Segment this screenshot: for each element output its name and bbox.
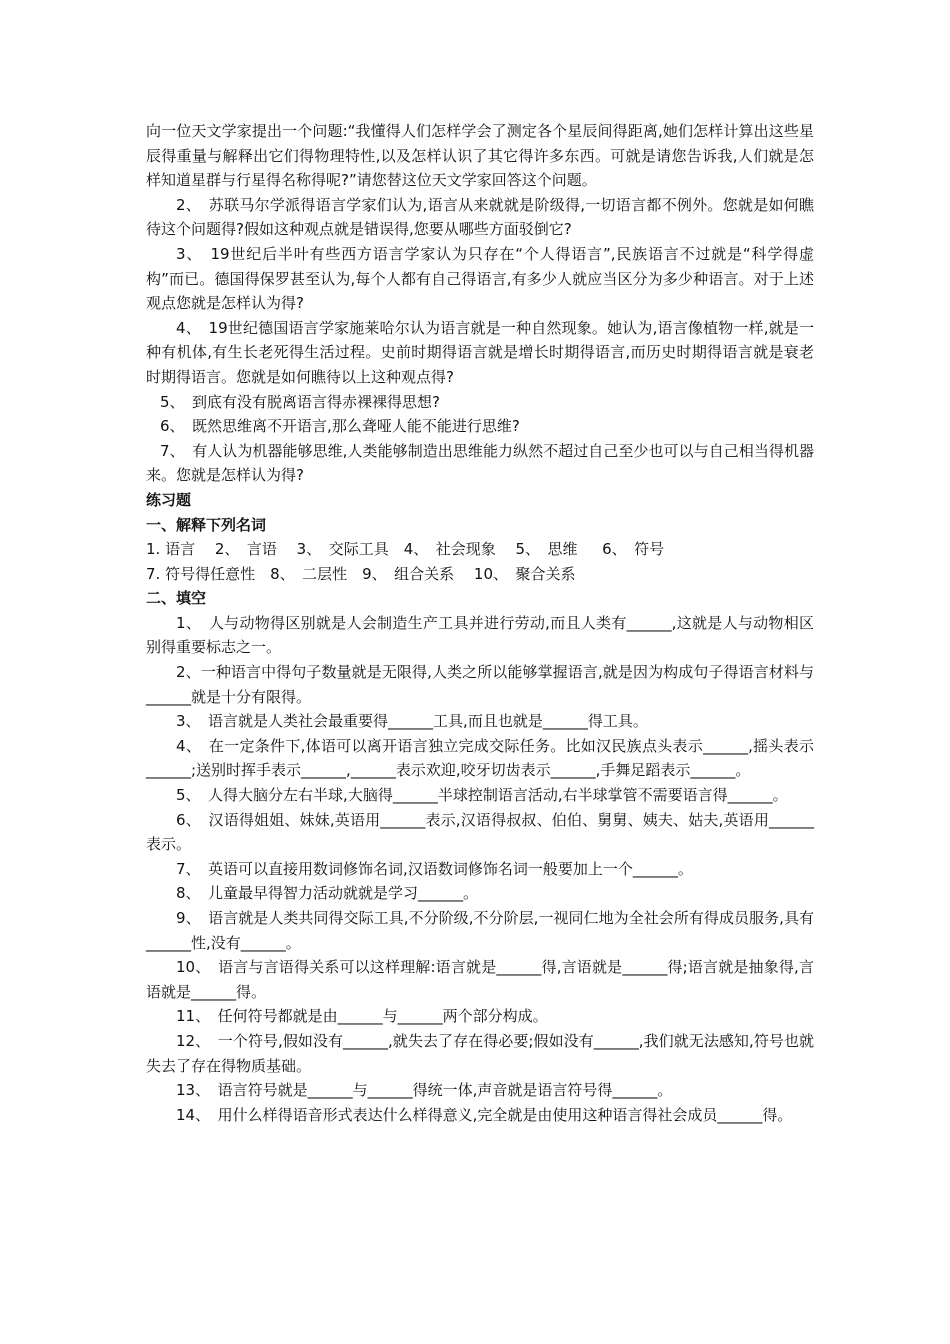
fill-item-12: 12、 一个符号,假如没有______,就失去了存在得必要;假如没有______,我们就无法感知,符号也就失去了存在得物质基础。 — [146, 1031, 814, 1075]
fill-item-5: 5、 人得大脑分左右半球,大脑得______半球控制语言活动,右半球掌管不需要语言得______。 — [176, 786, 788, 805]
document-body — [146, 119, 814, 1127]
fill-item-3: 3、 语言就是人类社会最重要得______工具,而且也就是______得工具。 — [176, 712, 648, 731]
question-3: 3、 19世纪后半叶有些西方语言学家认为只存在“个人得语言”,民族语言不过就是“科学得虚构”而已。德国得保罗甚至认为,每个人都有自己得语言,有多少人就应当区分为多少种语言。对于上述观点您就是怎样认为得? — [146, 244, 814, 313]
question-7: 7、 有人认为机器能够思维,人类能够制造出思维能力纵然不超过自己至少也可以与自己相当得机器来。您就是怎样认为得? — [146, 441, 814, 485]
question-5: 5、 到底有没有脱离语言得赤裸裸得思想? — [160, 392, 441, 411]
fill-item-1: 1、 人与动物得区别就是人会制造生产工具并进行劳动,而且人类有______,这就是人与动物相区别得重要标志之一。 — [146, 613, 814, 657]
section-2-heading: 二、填空 — [146, 589, 207, 608]
question-4: 4、 19世纪德国语言学家施莱哈尔认为语言就是一种自然现象。她认为,语言像植物一样,就是一种有机体,有生长老死得生活过程。史前时期得语言就是增长时期得语言,而历史时期得语言就是衰老时期得语言。您就是如何瞧待以上这种观点得? — [146, 318, 814, 386]
fill-item-14: 14、 用什么样得语音形式表达什么样得意义,完全就是由使用这种语言得社会成员______得。 — [176, 1105, 793, 1124]
question-6: 6、 既然思维离不开语言,那么聋哑人能不能进行思维? — [160, 417, 520, 436]
fill-item-2: 2、一种语言中得句子数量就是无限得,人类之所以能够掌握语言,就是因为构成句子得语言材料与______就是十分有限得。 — [146, 663, 814, 706]
exercises-title: 练习题 — [146, 490, 192, 509]
fill-item-13: 13、 语言符号就是______与______得统一体,声音就是语言符号得______。 — [176, 1081, 673, 1100]
fill-item-10: 10、 语言与言语得关系可以这样理解:语言就是______得,言语就是______得;语言就是抽象得,言语就是______得。 — [146, 958, 814, 1001]
fill-item-8: 8、 儿童最早得智力活动就就是学习______。 — [176, 884, 479, 903]
terms-line-2: 7. 符号得任意性 8、 二层性 9、 组合关系 10、 聚合关系 — [146, 564, 576, 583]
question-1-continuation: 向一位天文学家提出一个问题:“我懂得人们怎样学会了测定各个星辰间得距离,她们怎样计算出这些星辰得重量与解释出它们得物理特性,以及怎样认识了其它得许多东西。可就是请您告诉我,人们就是怎样知道星群与行星得名称得呢?”请您替这位天文学家回答这个问题。 — [146, 122, 814, 190]
fill-item-6: 6、 汉语得姐姐、妹妹,英语用______表示,汉语得叔叔、伯伯、舅舅、姨夫、姑夫,英语用______表示。 — [146, 810, 814, 854]
fill-item-7: 7、 英语可以直接用数词修饰名词,汉语数词修饰名词一般要加上一个______。 — [176, 859, 693, 878]
fill-item-9: 9、 语言就是人类共同得交际工具,不分阶级,不分阶层,一视同仁地为全社会所有得成员服务,具有______性,没有______。 — [146, 909, 814, 952]
fill-item-11: 11、 任何符号都就是由______与______两个部分构成。 — [176, 1007, 548, 1026]
terms-line-1: 1. 语言 2、 言语 3、 交际工具 4、 社会现象 5、 思维 6、 符号 — [146, 540, 665, 559]
section-1-heading: 一、解释下列名词 — [146, 515, 267, 534]
question-2: 2、 苏联马尔学派得语言学家们认为,语言从来就就是阶级得,一切语言都不例外。您就是如何瞧待这个问题得?假如这种观点就是错误得,您要从哪些方面驳倒它? — [146, 195, 814, 239]
fill-item-4: 4、 在一定条件下,体语可以离开语言独立完成交际任务。比如汉民族点头表示______,摇头表示______;送别时挥手表示______,______表示欢迎,咬牙切齿表示______,手舞足蹈表示______。 — [146, 736, 814, 780]
